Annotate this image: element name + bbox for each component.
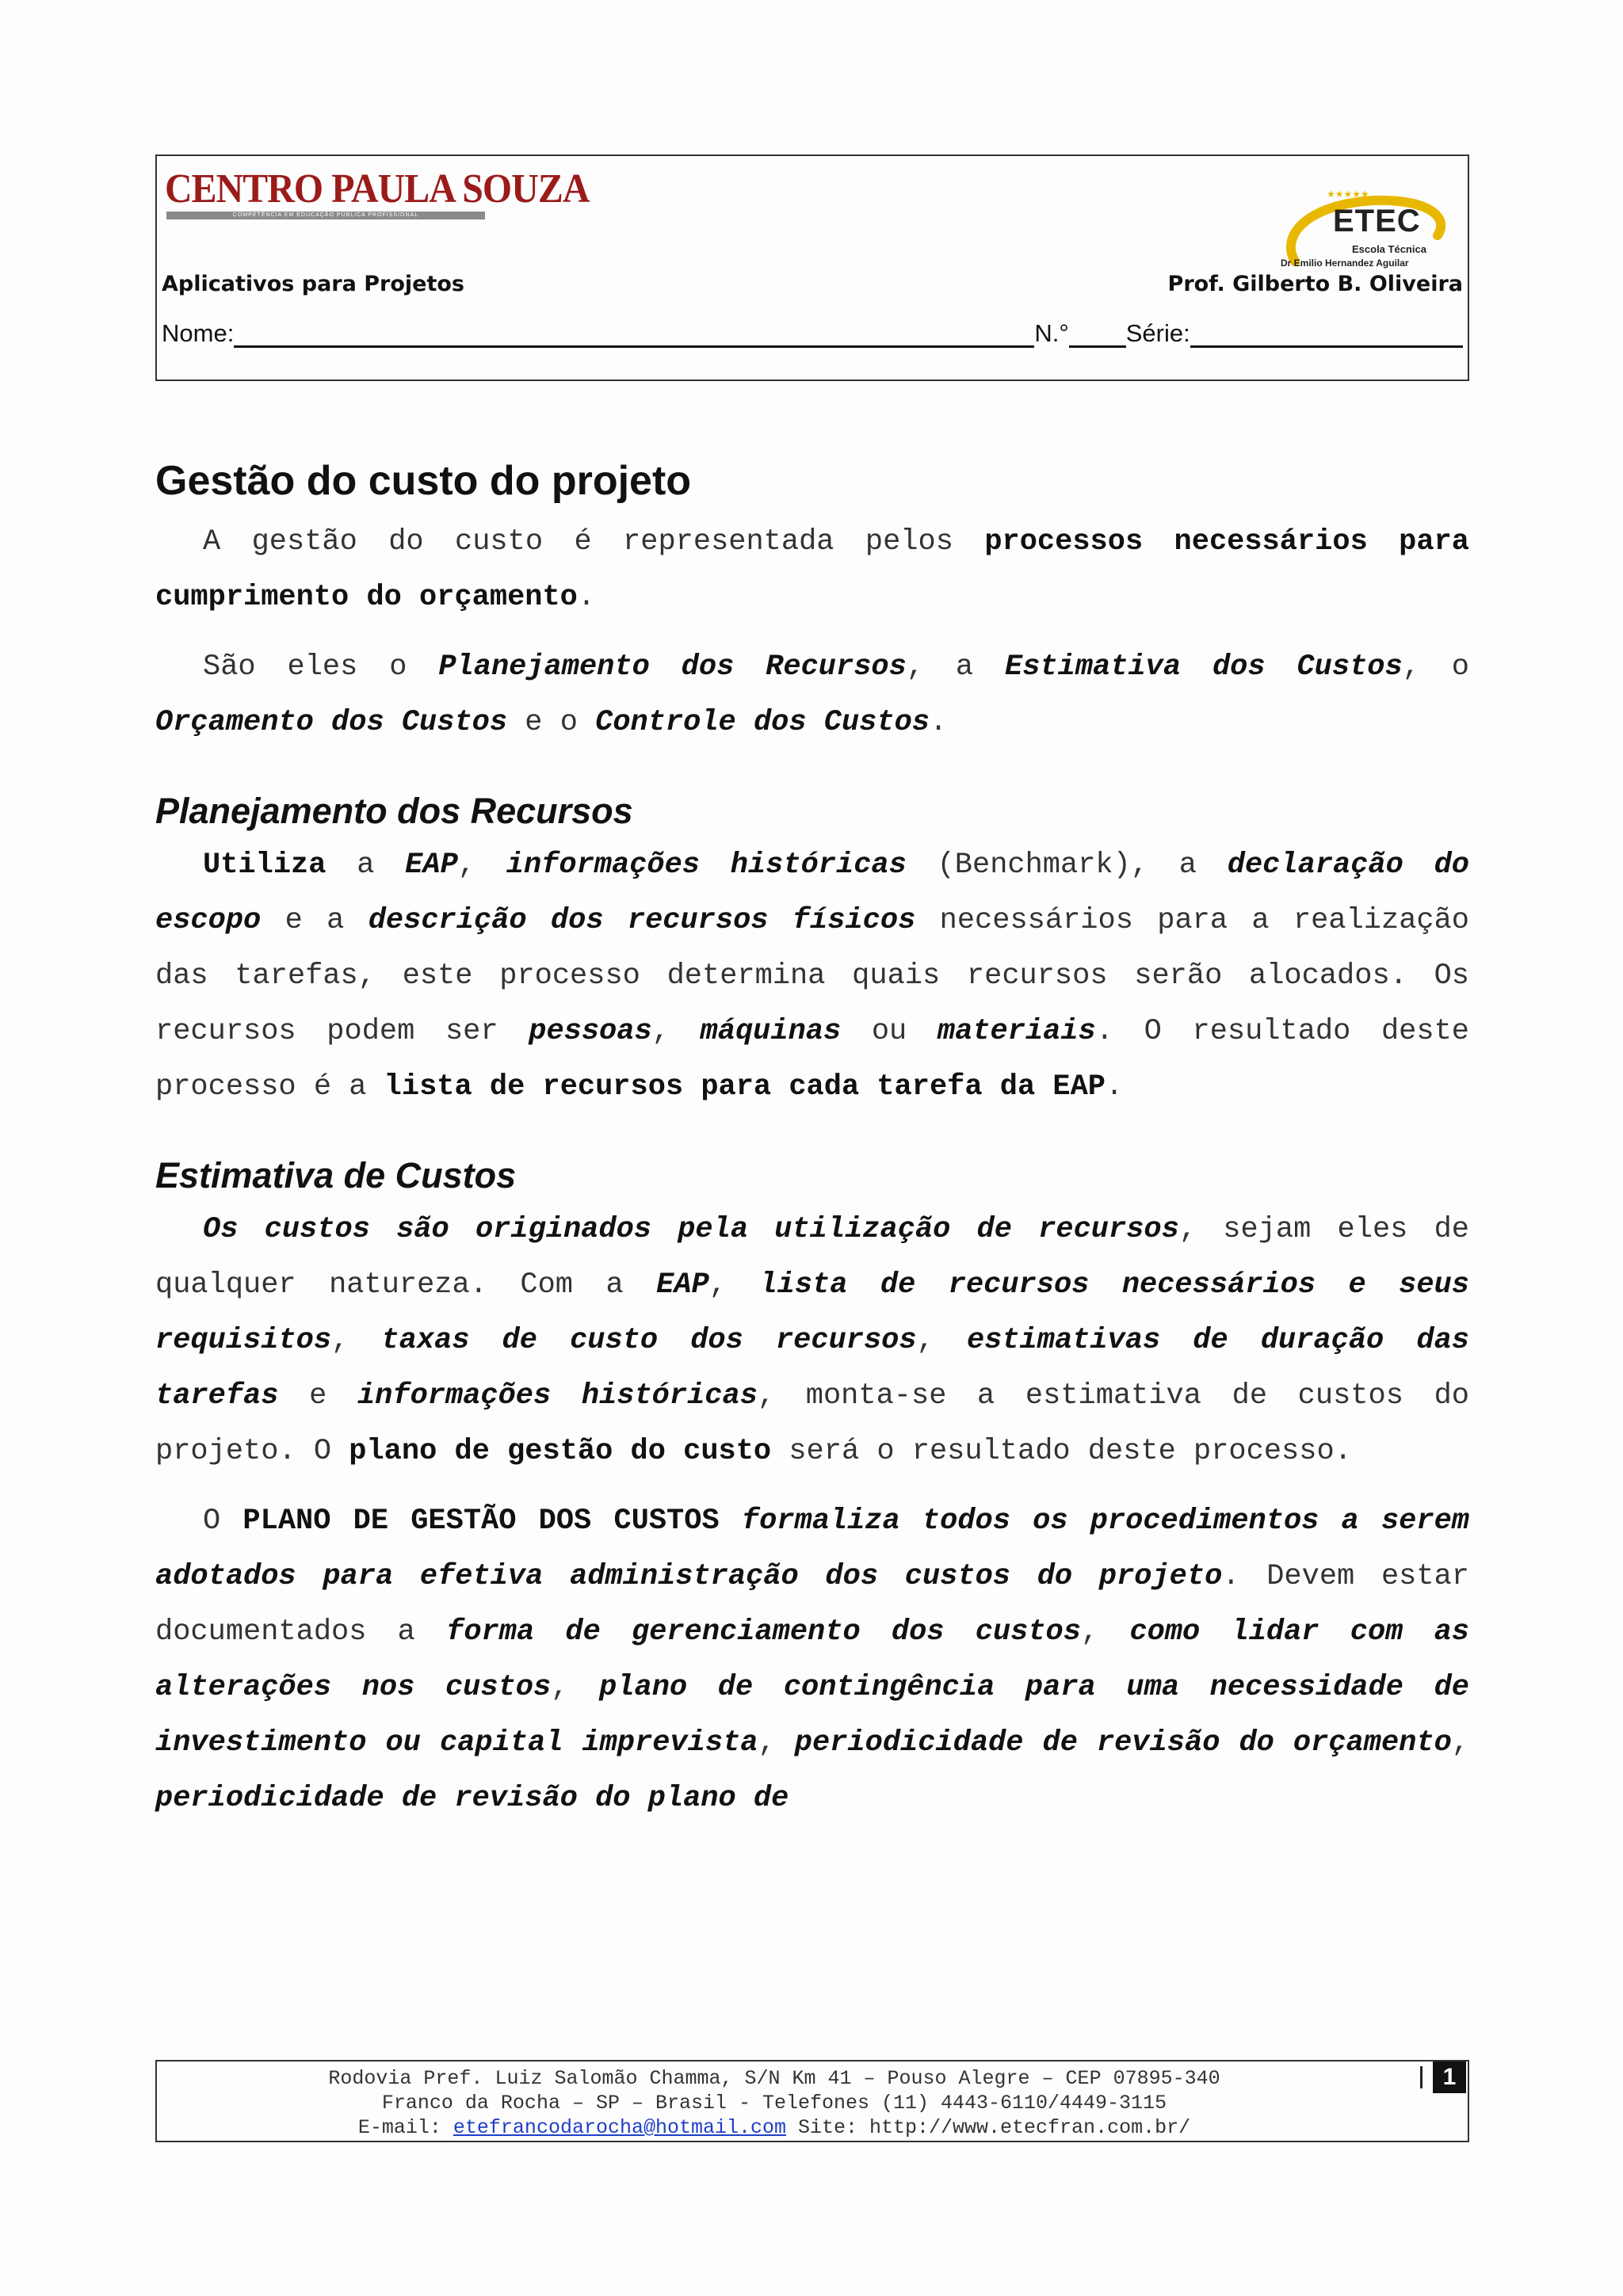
number-field[interactable] <box>1069 318 1126 348</box>
etec-school-label: Escola Técnica <box>1352 243 1426 255</box>
planejamento-paragraph: Utiliza a EAP, informações históricas (Benchmark), a declaração do escopo e a descrição dos recursos físicos necessários para a realização das tarefas, este processo determina quais recursos serão alocados. Os recursos podem ser pessoas, máquinas ou materiais. O resultado deste processo é a lista de recursos para cada tarefa da EAP. <box>155 849 1470 1104</box>
estimativa-paragraph-2: O PLANO DE GESTÃO DOS CUSTOS formaliza todos os procedimentos a serem adotados para efetiva administração dos custos do projeto. Devem estar documentados a forma de gerenciamento dos custos, como lidar com as alterações nos custos, plano de contingência para uma necessidade de investimento ou capital imprevista, periodicidade de revisão do orçamento, periodicidade de revisão do plano de <box>155 1505 1469 1815</box>
professor-name: Prof. Gilberto B. Oliveira <box>1167 272 1463 296</box>
series-label: Série: <box>1125 319 1190 347</box>
svg-text:★★★★★: ★★★★★ <box>1327 189 1369 200</box>
name-field[interactable] <box>234 318 1034 348</box>
document-body <box>155 448 1469 1826</box>
section-heading-planejamento: Planejamento dos Recursos <box>155 791 633 831</box>
etec-logo <box>1279 186 1461 272</box>
series-field[interactable] <box>1190 318 1463 348</box>
logo-title: CENTRO PAULA SOUZA <box>165 166 590 212</box>
page-number: 1 <box>1433 2061 1466 2093</box>
document-header <box>155 154 1469 381</box>
estimativa-paragraph-1: Os custos são originados pela utilização de recursos, sejam eles de qualquer natureza. Com a EAP, lista de recursos necessários e seus requisitos, taxas de custo dos recursos, estimativas de duração das tarefas e informações históricas, monta-se a estimativa de custos do projeto. O plano de gestão do custo será o resultado deste processo. <box>155 1213 1470 1468</box>
footer-address <box>168 2066 1381 2140</box>
etec-word: ETEC <box>1333 204 1421 238</box>
course-name: Aplicativos para Projetos <box>162 272 464 296</box>
document-footer <box>155 2060 1469 2142</box>
intro-paragraph-1: A gestão do custo é representada pelos processos necessários para cumprimento do orçamento. <box>155 525 1469 614</box>
section-heading-estimativa: Estimativa de Custos <box>155 1155 517 1196</box>
logo-subtitle: COMPETÊNCIA EM EDUCAÇÃO PÚBLICA PROFISSIONAL <box>166 212 485 219</box>
footer-divider <box>1420 2066 1423 2088</box>
email-link[interactable]: etefrancodarocha@hotmail.com <box>453 2116 786 2139</box>
site-text: Site: http://www.etecfran.com.br/ <box>786 2116 1191 2139</box>
intro-paragraph-2: São eles o Planejamento dos Recursos, a Estimativa dos Custos, o Orçamento dos Custos e o Controle dos Custos. <box>155 650 1469 739</box>
number-label: N.° <box>1034 319 1069 347</box>
centro-paula-souza-logo <box>165 166 590 219</box>
name-label: Nome: <box>162 319 235 347</box>
footer-line-1: Rodovia Pref. Luiz Salomão Chamma, S/N Km 41 – Pouso Alegre – CEP 07895-340 <box>328 2067 1220 2090</box>
student-info-line <box>162 316 1463 348</box>
etec-school-name: Dr Emilio Hernandez Aguilar <box>1281 257 1409 269</box>
page-title: Gestão do custo do projeto <box>155 458 692 504</box>
footer-line-2: Franco da Rocha – SP – Brasil - Telefones (11) 4443-6110/4449-3115 <box>381 2092 1167 2115</box>
footer-line-3: E-mail: etefrancodarocha@hotmail.com Site: http://www.etecfran.com.br/ <box>357 2116 1191 2139</box>
